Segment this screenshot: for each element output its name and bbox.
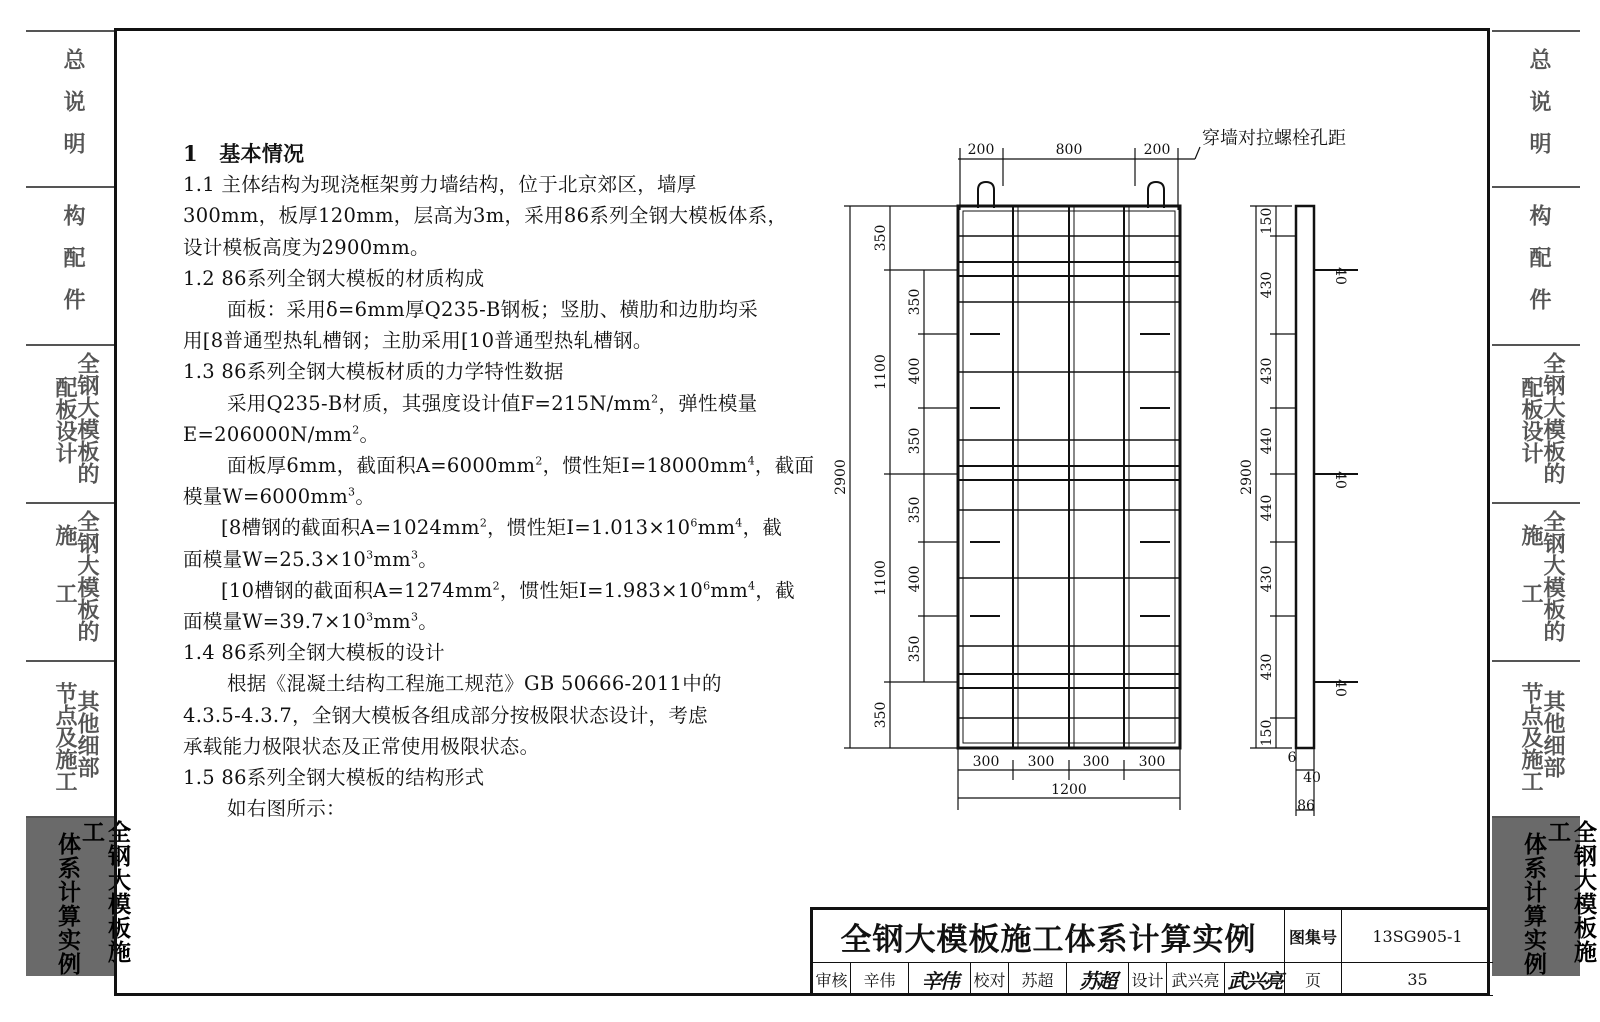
tab-label-2: 体系计算实例 [1520,832,1547,976]
para-1-3e: [8槽钢的截面积$A=1024mm^2$，惯性矩$I=1.013\times 10^6mm^4$，截 [221,516,783,540]
dim-left-inner-5: 400 [907,565,923,593]
dim-left-outer-4: 350 [873,701,889,729]
para-1-5a: 如右图所示： [227,797,346,821]
dimension-lines [844,147,1200,810]
para-1-1c: 设计模板高度为2900mm。 [183,235,430,259]
para-1-3: 1.3 86系列全钢大模板材质的力学特性数据 [183,360,564,384]
tab-components[interactable] [26,186,114,344]
dim-left-inner-1: 350 [907,288,923,316]
dim-side-3: 430 [1259,357,1275,385]
tab-label-1: 全钢大模板施工 [1544,820,1597,964]
tab-label-2: 节点及施工 [1518,682,1544,792]
tab-label-2: 配板设计 [52,376,78,464]
dim-top-3: 200 [1143,142,1171,158]
para-1-3h: 面模量$W=39.7\times 10^3mm^3$。 [183,610,439,634]
dim-side-5: 440 [1259,494,1275,522]
dim-side-bottom-2: 40 [1303,770,1321,786]
right-side-tabs [1492,30,1597,1002]
dim-bolt-3: 40 [1332,679,1348,697]
left-side-tabs [26,30,131,1002]
checker-signature: 苏超 [1067,963,1129,996]
dim-side-7: 430 [1259,653,1275,681]
dim-side-8: 150 [1259,719,1275,747]
dim-left-inner-2: 400 [907,357,923,385]
tab-construction[interactable] [26,502,114,660]
formwork-drawing [830,110,1390,850]
tab-label-1: 全钢大模板的 [1540,352,1566,484]
dim-left-inner-6: 350 [907,635,923,663]
para-1-2b: 用[8普通型热轧槽钢；主肋采用[10普通型热轧槽钢。 [183,329,653,353]
dim-left-outer-1: 350 [873,224,889,252]
tab-label-1: 其他细部 [74,690,100,778]
tab-other-details[interactable] [26,660,114,816]
tab-construction[interactable] [1492,502,1580,660]
atlas-label: 图集号 [1285,910,1342,963]
dim-left-inner-3: 350 [907,427,923,455]
dim-side-6: 430 [1259,565,1275,593]
dimension-labels [833,142,1348,814]
para-1-1: 1.1 主体结构为现浇框架剪力墙结构，位于北京郊区，墙厚 [183,173,697,197]
dim-side-4: 440 [1259,427,1275,455]
dim-total-width: 1200 [1051,782,1087,798]
dim-left-outer-3: 1100 [873,560,889,596]
para-1-3c: 面板厚6mm，截面积$A=6000mm^2$，惯性矩$I=18000mm^4$，截面 [227,454,815,478]
para-1-5: 1.5 86系列全钢大模板的结构形式 [183,766,485,790]
title-block [810,907,1490,996]
body-text [183,138,815,824]
tab-label-1: 全钢大模板的 [74,352,100,484]
designer-name: 武兴亮 [1167,963,1225,996]
reviewer-signature: 辛伟 [909,963,971,996]
page-label: 页 [1285,963,1342,996]
tab-other-details[interactable] [1492,660,1580,816]
para-1-4c: 承载能力极限状态及正常使用极限状态。 [183,734,540,758]
bolt-spacing-label: 穿墙对拉螺栓孔距 [1202,128,1346,149]
para-1-2: 1.2 86系列全钢大模板的材质构成 [183,266,485,290]
section-heading: 1 基本情况 [183,141,305,166]
tab-label-2: 节点及施工 [52,682,78,792]
tab-label-2: 施工 [52,524,78,640]
check-label: 校对 [971,963,1009,996]
dim-side-1: 150 [1259,207,1275,235]
review-label: 审核 [813,963,851,996]
dim-side-bottom-1: 6 [1287,750,1297,766]
dim-bolt-2: 40 [1332,471,1348,489]
tab-label: 总说明 [60,48,86,174]
tab-calculation-example[interactable] [26,816,131,976]
tab-panel-design[interactable] [26,344,114,502]
para-1-4b: 4.3.5-4.3.7，全钢大模板各组成部分按极限状态设计，考虑 [183,703,708,727]
para-1-3d: 模量$W=6000mm^3$。 [183,485,376,509]
dim-top-2: 800 [1055,142,1083,158]
dim-height: 2900 [833,459,849,495]
dim-side-2: 430 [1259,271,1275,299]
para-1-3g: [10槽钢的截面积$A=1274mm^2$，惯性矩$I=1.983\times 10^6mm^4$，截 [221,578,795,602]
tab-label-1: 全钢大模板的 [1540,510,1566,642]
para-1-3b: $E=206000N/mm^2$。 [183,422,380,446]
dim-left-outer-2: 1100 [873,354,889,390]
tab-label-1: 全钢大模板施工 [78,820,131,964]
para-1-4a: 根据《混凝土结构工程施工规范》GB 50666-2011中的 [227,672,722,696]
tab-calculation-example[interactable] [1492,816,1597,976]
tab-label: 构配件 [60,204,86,330]
tab-label-2: 施工 [1518,524,1544,640]
page-number: 35 [1342,963,1493,996]
tab-label: 总说明 [1526,48,1552,174]
dim-bottom-3: 300 [1082,754,1110,770]
tab-panel-design[interactable] [1492,344,1580,502]
tab-label-2: 配板设计 [1518,376,1544,464]
tab-label-1: 全钢大模板的 [74,510,100,642]
tab-label-2: 体系计算实例 [54,832,81,976]
tab-components[interactable] [1492,186,1580,344]
design-label: 设计 [1129,963,1167,996]
tab-general-notes[interactable] [1492,30,1580,186]
tab-general-notes[interactable] [26,30,114,186]
dim-bottom-4: 300 [1138,754,1166,770]
drawing-title: 全钢大模板施工体系计算实例 [840,921,1257,958]
dim-bottom-1: 300 [972,754,1000,770]
para-1-1b: 300mm，板厚120mm，层高为3m，采用86系列全钢大模板体系， [183,204,788,228]
dim-side-height: 2900 [1239,459,1255,495]
para-1-3f: 面模量$W=25.3\times 10^3mm^3$。 [183,547,439,571]
dim-bolt-1: 40 [1332,267,1348,285]
panel-frame [958,182,1180,748]
tab-label-1: 其他细部 [1540,690,1566,778]
para-1-2a: 面板：采用δ=6mm厚Q235-B钢板；竖肋、横肋和边肋均采 [227,298,759,322]
atlas-number: 13SG905-1 [1342,910,1493,963]
dim-top-1: 200 [967,142,995,158]
dim-bottom-2: 300 [1027,754,1055,770]
dim-left-inner-4: 350 [907,496,923,524]
tab-label: 构配件 [1526,204,1552,330]
para-1-3a: 采用Q235-B材质，其强度设计值$F=215N/mm^2$，弹性模量 [227,391,758,415]
para-1-4: 1.4 86系列全钢大模板的设计 [183,641,445,665]
checker-name: 苏超 [1009,963,1067,996]
title-cell [813,910,1285,963]
designer-signature: 武兴亮 [1225,963,1285,996]
reviewer-name: 辛伟 [851,963,909,996]
dim-side-bottom-3: 86 [1297,798,1315,814]
